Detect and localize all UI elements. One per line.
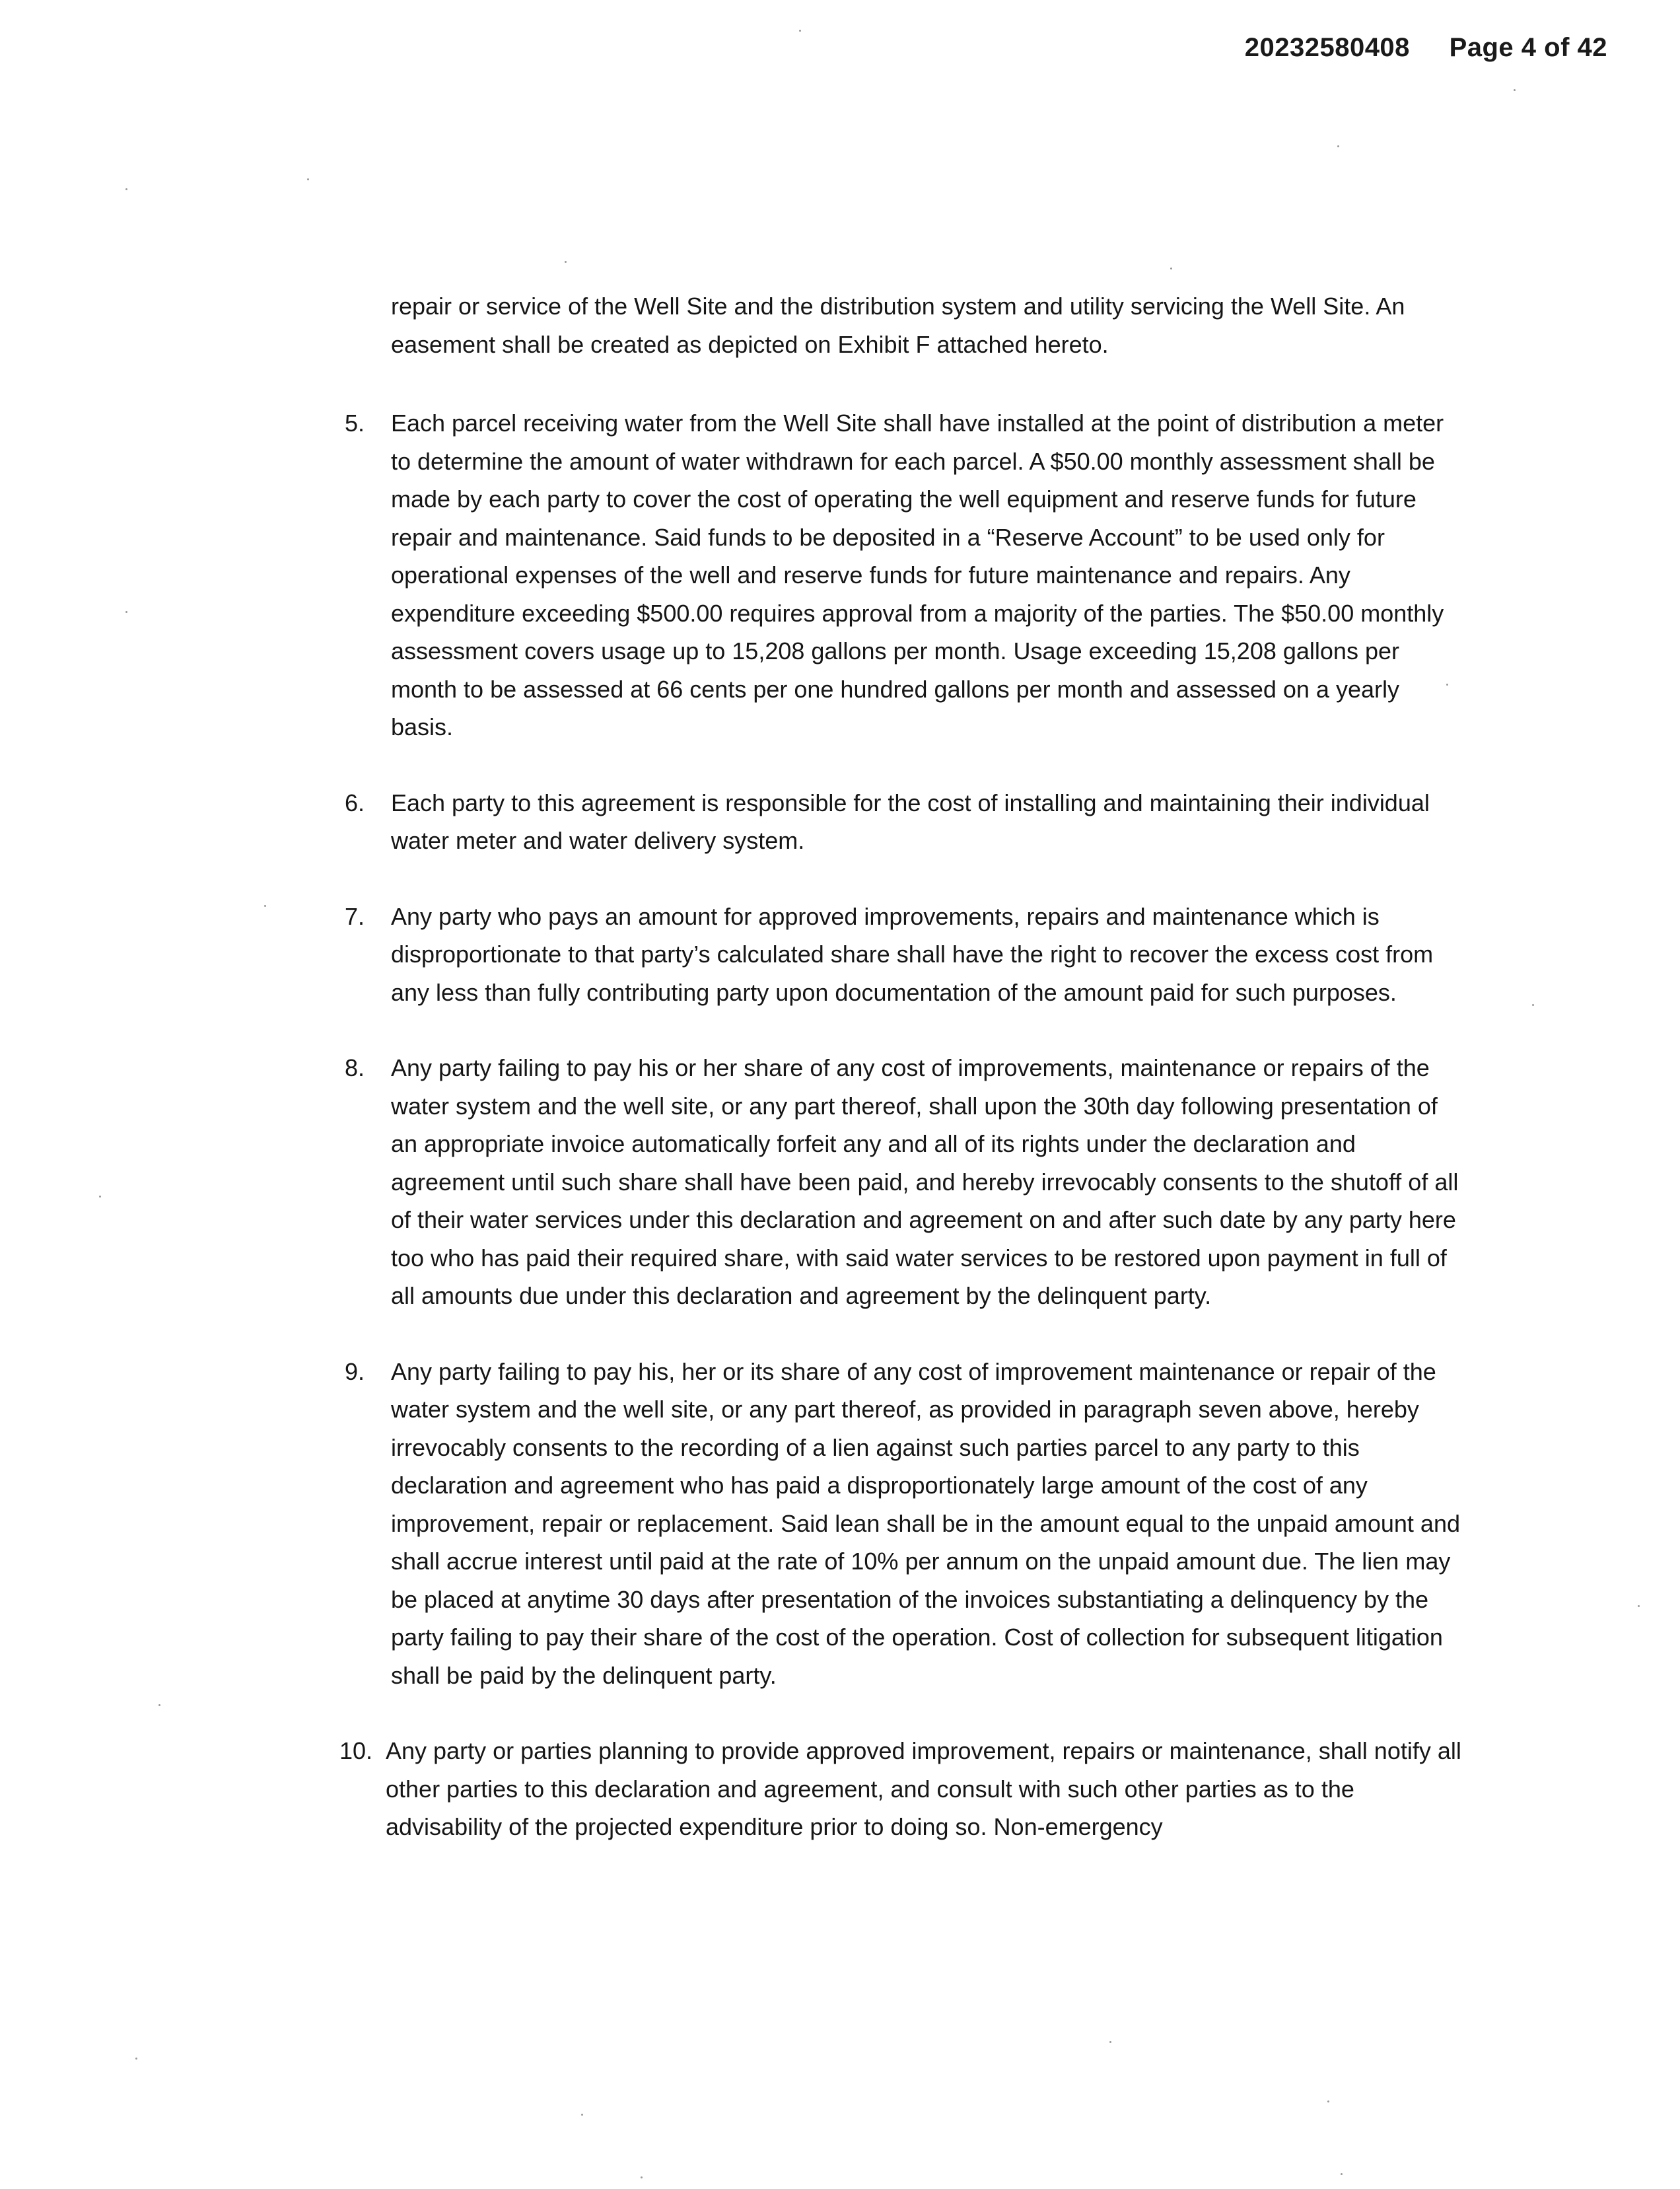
page-number-label: Page 4 of 42 [1449,33,1607,62]
scan-speck [581,2114,583,2116]
scan-speck [1341,2173,1343,2175]
scan-speck [158,1704,160,1706]
clause-text: Each parcel receiving water from the Well Site shall have installed at the point of distribution a meter to determine the amount of water withdrawn for each parcel. A $50.00 monthly assessment shall be made by each party to cover the cost of operating the well equipment and reserve funds for future repair and maintenance. Said funds to be deposited in a “Reserve Account” to be used only for operational expenses of the well and reserve funds for future maintenance and repairs. Any expenditure exceeding $500.00 requires approval from a majority of the parties. The $50.00 monthly assessment covers usage up to 15,208 gallons per month. Usage exceeding 15,208 gallons per month to be assessed at 66 cents per one hundred gallons per month and assessed on a yearly basis. [391,410,1444,740]
scan-speck [1638,1605,1640,1607]
numbered-clause-list [339,404,1462,1884]
clause-text: Each party to this agreement is responsible for the cost of installing and maintaining their individual water meter and water delivery system. [391,789,1430,854]
clause-item-7 [339,898,1462,1012]
scan-speck [799,30,801,32]
document-number: 20232580408 [1244,33,1410,62]
clause-text: Any party or parties planning to provide approved improvement, repairs or maintenance, shall notify all other parties to this declaration and agreement, and consult with such other parties as to the advisability of the projected expenditure prior to doing so. Non-emergency [386,1737,1461,1840]
scan-speck [1170,268,1172,269]
clause-number: 8. [345,1054,365,1081]
scan-speck [99,1196,101,1198]
clause-number: 7. [345,902,365,930]
scan-speck [641,2176,643,2178]
scan-speck [1532,1004,1534,1006]
clause-number: 10. [339,1737,373,1764]
clause-text: Any party failing to pay his or her share of any cost of improvements, maintenance or repairs of the water system and the well site, or any part thereof, shall upon the 30th day following presentation of an appropriate invoice automatically forfeit any and all of its rights under the declaration and agreement until such share shall have been paid, and hereby irrevocably consents to the shutoff of all of their water services under this declaration and agreement on and after such date by any party here too who has paid their required share, with said water services to be restored upon payment in full of all amounts due under this declaration and agreement by the delinquent party. [391,1054,1459,1309]
clause-item-9 [339,1353,1462,1695]
scan-speck [125,611,127,613]
clause-item-10 [339,1732,1462,1846]
scan-speck [1446,684,1448,686]
continuation-paragraph: repair or service of the Well Site and the distribution system and utility servicing the Well Site. An easement shall be created as depicted on Exhibit F attached hereto. [391,293,1405,358]
scan-speck [264,905,266,907]
clause-item-6 [339,784,1462,860]
scan-speck [1514,89,1516,91]
scan-speck [125,188,127,190]
clause-item-5 [339,404,1462,746]
scan-speck [1337,145,1339,147]
clause-number: 5. [345,410,365,437]
scan-speck [135,2058,137,2060]
clause-text: Any party who pays an amount for approved improvements, repairs and maintenance which is disproportionate to that party’s calculated share shall have the right to recover the excess cost from any less than fully contributing party upon documentation of the amount paid for such purposes. [391,902,1434,1006]
scan-speck [565,261,567,263]
scan-speck [1109,2041,1111,2043]
scan-speck [1327,2100,1329,2102]
clause-number: 6. [345,789,365,816]
clause-item-8 [339,1049,1462,1315]
clause-text: Any party failing to pay his, her or its share of any cost of improvement maintenance or repair of the water system and the well site, or any part thereof, as provided in paragraph seven above, hereby irrevocably consents to the recording of a lien against such parties parcel to any party to this declaration and agreement who has paid a disproportionately large amount of the cost of any improvement, repair or replacement. Said lean shall be in the amount equal to the unpaid amount and shall accrue interest until paid at the rate of 10% per annum on the unpaid amount due. The lien may be placed at anytime 30 days after presentation of the invoices substantiating a delinquency by the party failing to pay their share of the cost of the operation. Cost of collection for subsequent litigation shall be paid by the delinquent party. [391,1357,1460,1689]
page-header [1245,33,1607,63]
clause-number: 9. [345,1357,365,1385]
scan-speck [307,178,309,180]
